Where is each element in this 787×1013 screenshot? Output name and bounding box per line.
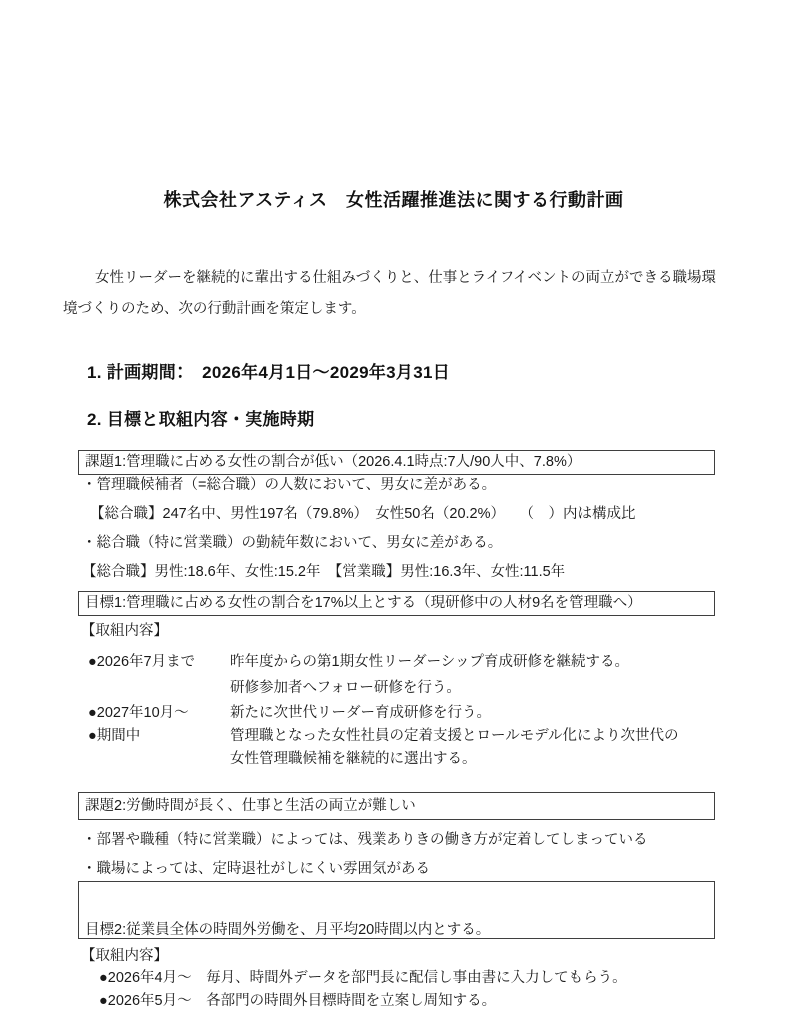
issue-1-note-1: ・管理職候補者（=総合職）の人数において、男女に差がある。 xyxy=(82,477,497,493)
action-text: 女性管理職候補を継続的に選出する。 xyxy=(230,751,477,767)
action-period: ●2026年7月まで xyxy=(88,654,196,670)
issue-2-note-1: ・部署や職種（特に営業職）によっては、残業ありきの働き方が定着してしまっている xyxy=(82,832,648,848)
goal-1-box: 目標1:管理職に占める女性の割合を17%以上とする（現研修中の人材9名を管理職へ） xyxy=(78,591,715,616)
action-period: ●期間中 xyxy=(88,728,141,744)
issue-2-note-2: ・職場によっては、定時退社がしにくい雰囲気がある xyxy=(82,861,430,877)
document-title: 株式会社アスティス 女性活躍推進法に関する行動計画 xyxy=(163,190,624,210)
intro-paragraph-line-1: 女性リーダーを継続的に輩出する仕組みづくりと、仕事とライフイベントの両立ができる職場環 xyxy=(95,270,717,286)
action-text: 研修参加者へフォロー研修を行う。 xyxy=(230,680,461,696)
issue-1-note-2: 【総合職】247名中、男性197名（79.8%） 女性50名（20.2%） （ ）内は構成比 xyxy=(90,506,636,522)
action-period: ●2027年10月～ xyxy=(88,705,189,721)
issue-2-action-1: ●2026年4月～ 毎月、時間外データを部門長に配信し事由書に入力してもらう。 xyxy=(99,970,627,986)
issue-1-note-3: ・総合職（特に営業職）の勤続年数において、男女に差がある。 xyxy=(82,535,503,551)
action-text: 新たに次世代リーダー育成研修を行う。 xyxy=(230,705,491,721)
issue-2-box: 課題2:労働時間が長く、仕事と生活の両立が難しい xyxy=(78,792,715,820)
action-text: 管理職となった女性社員の定着支援とロールモデル化により次世代の xyxy=(230,728,679,744)
intro-paragraph-line-2: 境づくりのため、次の行動計画を策定します。 xyxy=(63,301,366,317)
issue-2-actions-heading: 【取組内容】 xyxy=(81,948,168,964)
goal-2-line-1: 目標2:従業員全体の時間外労働を、月平均20時間以内とする。 xyxy=(85,922,491,938)
issue-2-action-2: ●2026年5月～ 各部門の時間外目標時間を立案し周知する。 xyxy=(99,993,497,1009)
section-2-heading-goals: 2. 目標と取組内容・実施時期 xyxy=(87,410,315,429)
issue-1-note-4: 【総合職】男性:18.6年、女性:15.2年 【営業職】男性:16.3年、女性:11.5年 xyxy=(82,564,566,580)
issue-1-actions-heading: 【取組内容】 xyxy=(81,623,168,639)
goal-2-box xyxy=(78,881,715,939)
issue-1-box: 課題1:管理職に占める女性の割合が低い（2026.4.1時点:7人/90人中、7.8%） xyxy=(78,450,715,475)
section-1-heading-plan-period: 1. 計画期間： 2026年4月1日～2029年3月31日 xyxy=(87,363,451,382)
action-text: 昨年度からの第1期女性リーダーシップ育成研修を継続する。 xyxy=(230,654,629,670)
